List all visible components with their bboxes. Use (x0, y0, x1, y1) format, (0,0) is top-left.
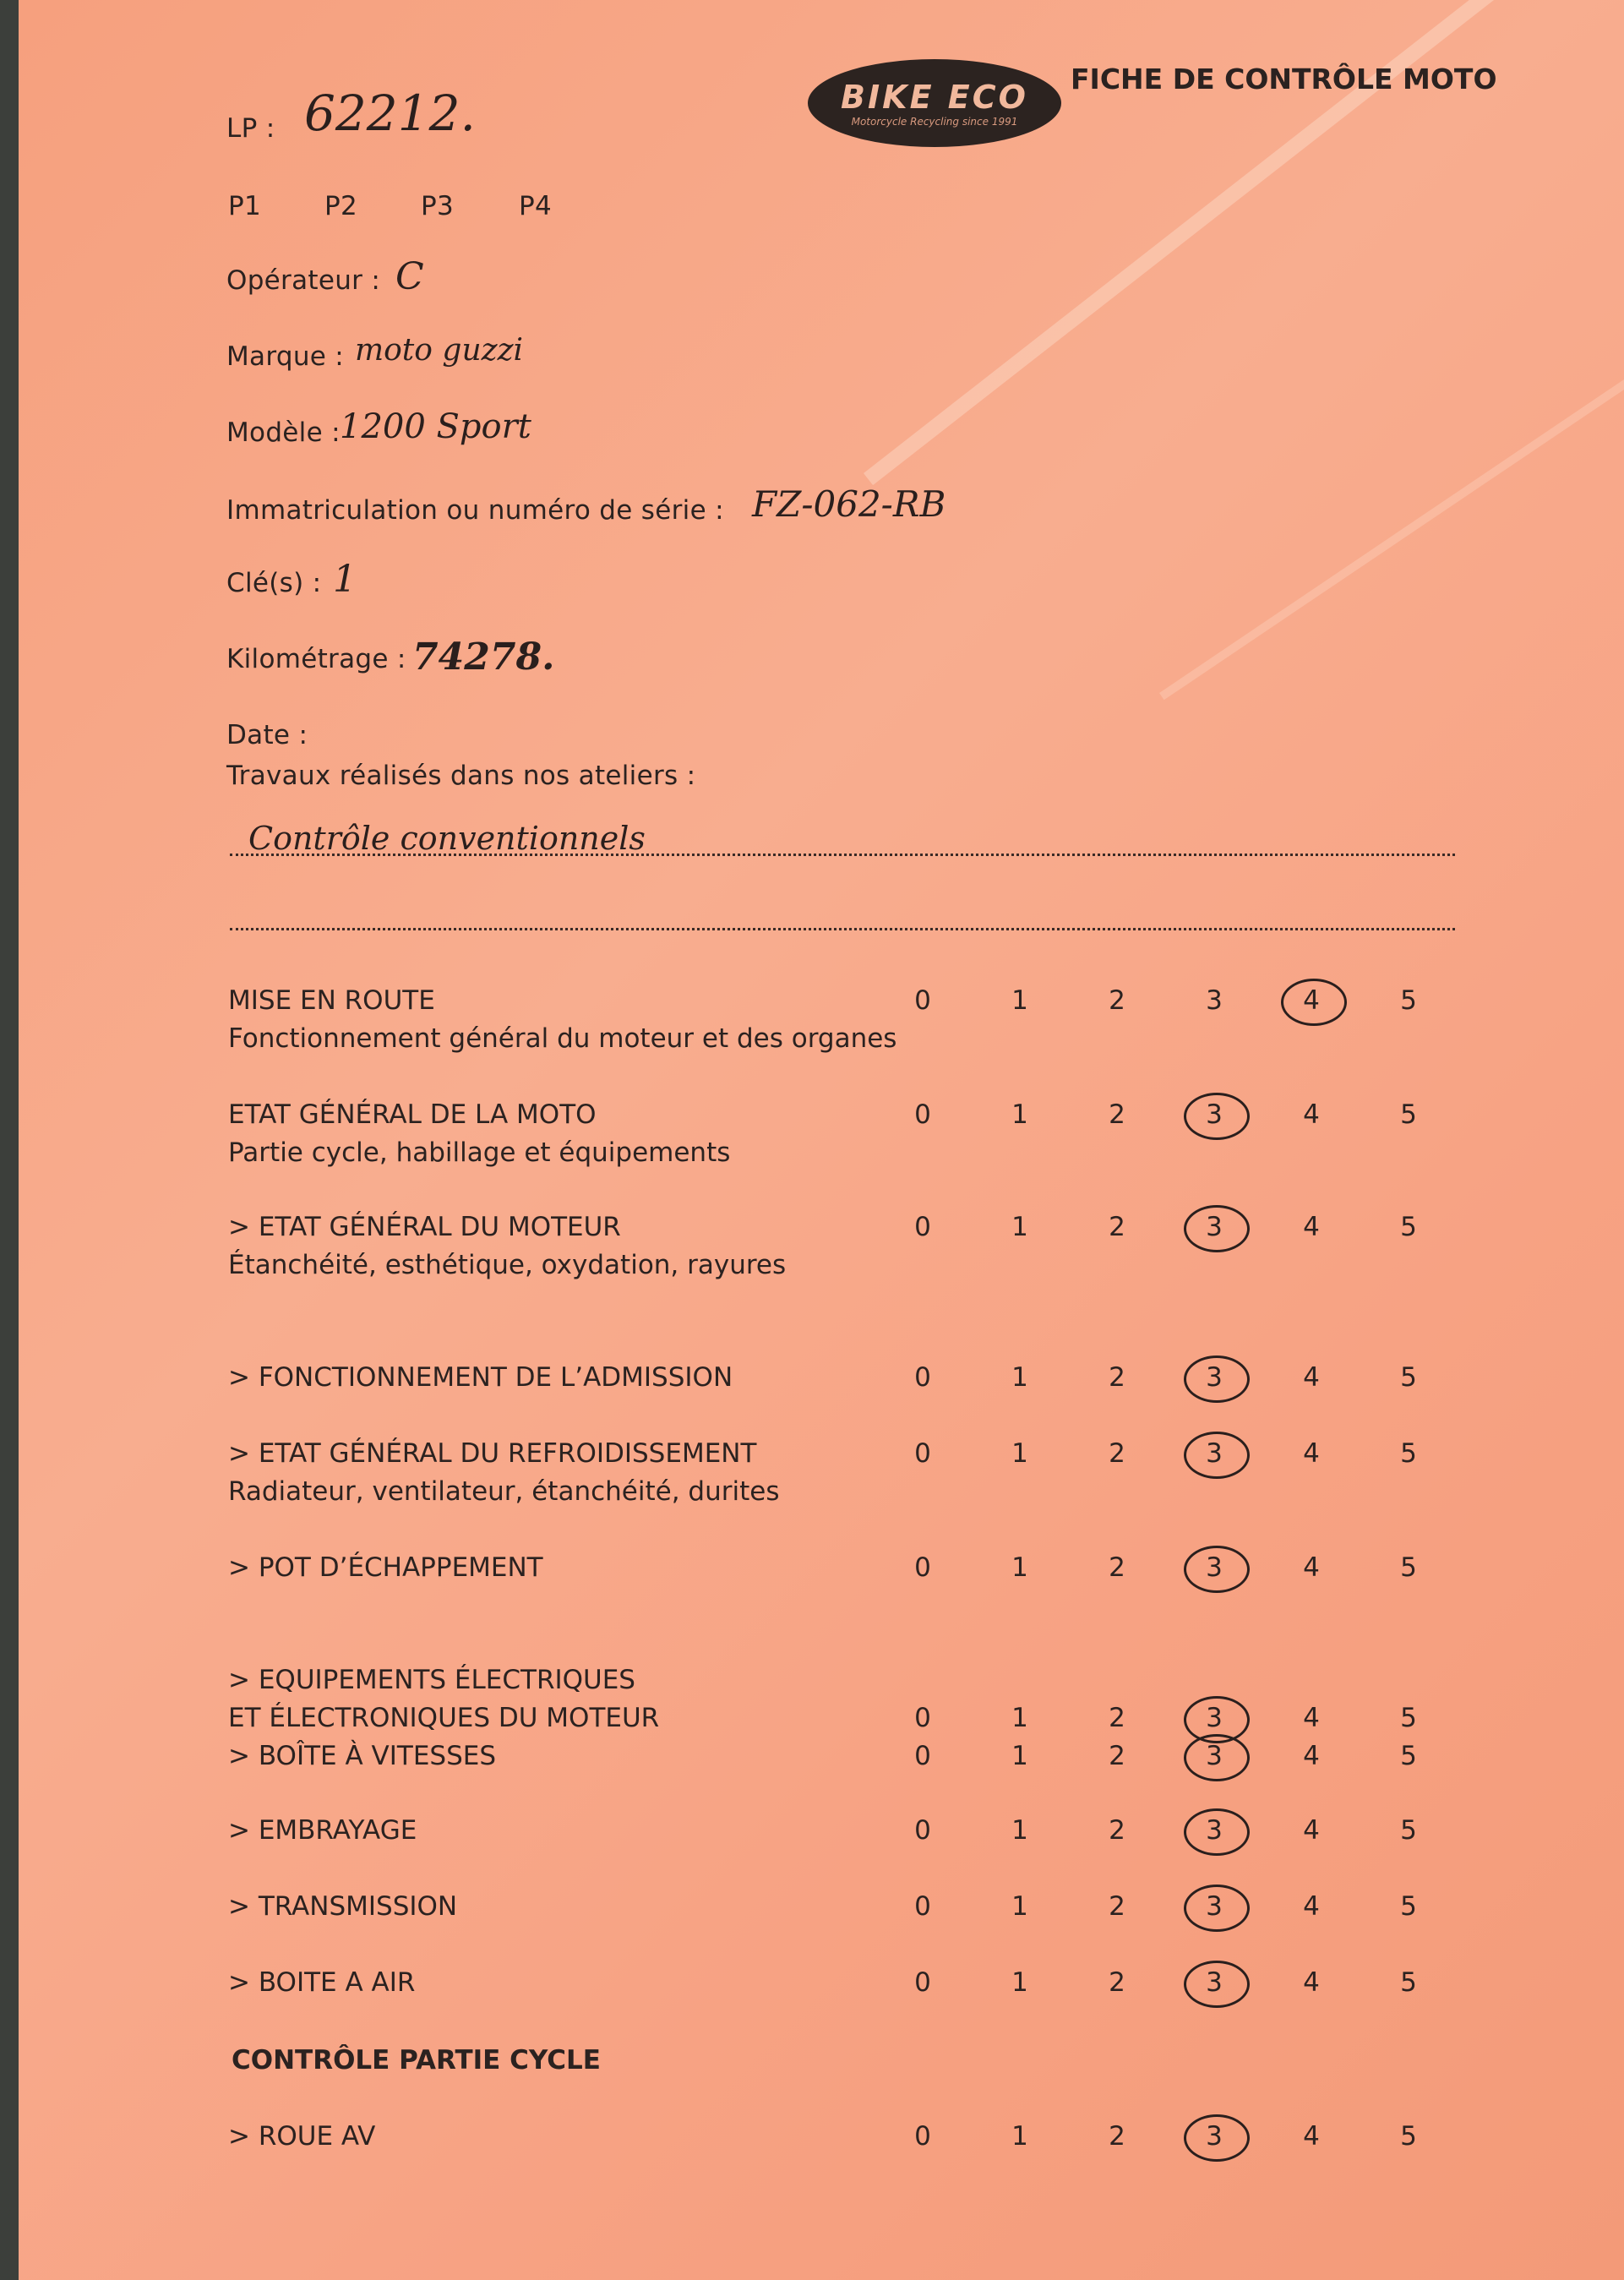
score-option-5[interactable]: 5 (1400, 2121, 1417, 2152)
selected-score-circle (1184, 1432, 1250, 1479)
position-p1: P1 (228, 191, 262, 221)
rating-row-title: > TRANSMISSION (228, 1891, 458, 1922)
score-option-3[interactable]: 3 (1206, 1212, 1223, 1242)
dotted-line (230, 928, 1455, 930)
travaux-value: Contrôle conventionnels (248, 820, 646, 857)
date-label: Date : (226, 720, 308, 750)
score-option-3[interactable]: 3 (1206, 1438, 1223, 1469)
position-p4: P4 (519, 191, 553, 221)
score-option-4[interactable]: 4 (1303, 1212, 1320, 1242)
score-option-3[interactable]: 3 (1206, 1552, 1223, 1583)
km-value: 74278. (412, 635, 555, 679)
score-option-5[interactable]: 5 (1400, 1362, 1417, 1393)
logo-tagline: Motorcycle Recycling since 1991 (851, 116, 1018, 128)
score-option-5[interactable]: 5 (1400, 1891, 1417, 1922)
score-option-4[interactable]: 4 (1303, 2121, 1320, 2152)
score-option-0[interactable]: 0 (914, 1815, 931, 1846)
score-option-1[interactable]: 1 (1011, 1552, 1028, 1583)
score-option-2[interactable]: 2 (1109, 1552, 1125, 1583)
rating-row-title: > FONCTIONNEMENT DE L’ADMISSION (228, 1362, 733, 1393)
lp-label: LP : (226, 113, 275, 144)
operateur-label: Opérateur : (226, 265, 381, 296)
marque-value: moto guzzi (355, 333, 524, 368)
score-option-4[interactable]: 4 (1303, 1362, 1320, 1393)
score-option-0[interactable]: 0 (914, 1703, 931, 1733)
score-option-0[interactable]: 0 (914, 1552, 931, 1583)
immat-value: FZ-062-RB (752, 483, 946, 525)
rating-row-title: > POT D’ÉCHAPPEMENT (228, 1552, 543, 1583)
score-option-2[interactable]: 2 (1109, 1099, 1125, 1130)
rating-row-title: > BOÎTE À VITESSES (228, 1741, 497, 1771)
travaux-label: Travaux réalisés dans nos ateliers : (226, 761, 696, 791)
score-option-1[interactable]: 1 (1011, 1815, 1028, 1846)
rating-row-title: > ETAT GÉNÉRAL DU REFROIDISSEMENT (228, 1438, 757, 1469)
score-option-1[interactable]: 1 (1011, 1438, 1028, 1469)
score-option-0[interactable]: 0 (914, 1099, 931, 1130)
score-option-0[interactable]: 0 (914, 1741, 931, 1771)
score-option-5[interactable]: 5 (1400, 1703, 1417, 1733)
score-option-5[interactable]: 5 (1400, 1552, 1417, 1583)
rating-row-title: MISE EN ROUTE (228, 985, 435, 1016)
score-option-1[interactable]: 1 (1011, 1741, 1028, 1771)
rating-row-subtitle: Étanchéité, esthétique, oxydation, rayures (228, 1250, 787, 1280)
score-option-1[interactable]: 1 (1011, 985, 1028, 1016)
score-option-1[interactable]: 1 (1011, 1362, 1028, 1393)
score-option-1[interactable]: 1 (1011, 1967, 1028, 1998)
score-option-0[interactable]: 0 (914, 985, 931, 1016)
score-option-5[interactable]: 5 (1400, 1741, 1417, 1771)
score-option-2[interactable]: 2 (1109, 1212, 1125, 1242)
score-option-4[interactable]: 4 (1303, 1552, 1320, 1583)
form-sheet (19, 0, 1624, 2280)
paper-crease (1159, 363, 1624, 701)
operateur-value: C (395, 255, 424, 298)
rating-row-title: > BOITE A AIR (228, 1967, 416, 1998)
logo-brand: BIKE ECO (841, 79, 1028, 116)
score-option-4[interactable]: 4 (1303, 1967, 1320, 1998)
score-option-2[interactable]: 2 (1109, 2121, 1125, 2152)
score-option-5[interactable]: 5 (1400, 985, 1417, 1016)
score-option-1[interactable]: 1 (1011, 1703, 1028, 1733)
rating-row-title: > EMBRAYAGE (228, 1815, 417, 1846)
score-option-4[interactable]: 4 (1303, 1741, 1320, 1771)
score-option-3[interactable]: 3 (1206, 1891, 1223, 1922)
selected-score-circle (1184, 1808, 1250, 1856)
selected-score-circle (1281, 979, 1347, 1026)
score-option-3[interactable]: 3 (1206, 1362, 1223, 1393)
score-option-1[interactable]: 1 (1011, 1099, 1028, 1130)
modele-label: Modèle : (226, 417, 341, 448)
rating-row-title: > EQUIPEMENTS ÉLECTRIQUES (228, 1665, 635, 1695)
score-option-0[interactable]: 0 (914, 1967, 931, 1998)
position-p3: P3 (421, 191, 455, 221)
score-option-3[interactable]: 3 (1206, 1099, 1223, 1130)
score-option-4[interactable]: 4 (1303, 985, 1320, 1016)
selected-score-circle (1184, 1093, 1250, 1140)
marque-label: Marque : (226, 341, 345, 372)
score-option-4[interactable]: 4 (1303, 1438, 1320, 1469)
cles-label: Clé(s) : (226, 568, 322, 598)
score-option-3[interactable]: 3 (1206, 1741, 1223, 1771)
score-option-3[interactable]: 3 (1206, 985, 1223, 1016)
rating-row-title: > ETAT GÉNÉRAL DU MOTEUR (228, 1212, 621, 1242)
score-option-2[interactable]: 2 (1109, 1891, 1125, 1922)
immat-label: Immatriculation ou numéro de série : (226, 495, 724, 526)
score-option-0[interactable]: 0 (914, 1362, 931, 1393)
selected-score-circle (1184, 1885, 1250, 1932)
score-option-0[interactable]: 0 (914, 1212, 931, 1242)
score-option-3[interactable]: 3 (1206, 1967, 1223, 1998)
score-option-1[interactable]: 1 (1011, 1212, 1028, 1242)
score-option-0[interactable]: 0 (914, 1891, 931, 1922)
rating-row-subtitle: Radiateur, ventilateur, étanchéité, durites (228, 1476, 780, 1507)
lp-value: 62212. (304, 85, 476, 142)
rating-row-subtitle: Partie cycle, habillage et équipements (228, 1137, 731, 1168)
score-option-4[interactable]: 4 (1303, 1703, 1320, 1733)
score-option-2[interactable]: 2 (1109, 1967, 1125, 1998)
score-option-4[interactable]: 4 (1303, 1099, 1320, 1130)
bike-eco-logo (808, 59, 1061, 147)
selected-score-circle (1184, 2114, 1250, 2162)
score-option-3[interactable]: 3 (1206, 2121, 1223, 2152)
score-option-5[interactable]: 5 (1400, 1967, 1417, 1998)
selected-score-circle (1184, 1734, 1250, 1781)
score-option-5[interactable]: 5 (1400, 1438, 1417, 1469)
rating-row-title: ETAT GÉNÉRAL DE LA MOTO (228, 1099, 597, 1130)
score-option-4[interactable]: 4 (1303, 1815, 1320, 1846)
position-p2: P2 (324, 191, 358, 221)
score-option-3[interactable]: 3 (1206, 1703, 1223, 1733)
rating-row-title: > ROUE AV (228, 2121, 376, 2152)
section-partie-cycle: CONTRÔLE PARTIE CYCLE (232, 2045, 601, 2075)
score-option-2[interactable]: 2 (1109, 985, 1125, 1016)
score-option-5[interactable]: 5 (1400, 1815, 1417, 1846)
score-option-2[interactable]: 2 (1109, 1438, 1125, 1469)
score-option-0[interactable]: 0 (914, 2121, 931, 2152)
score-option-2[interactable]: 2 (1109, 1703, 1125, 1733)
cles-value: 1 (333, 558, 357, 601)
score-option-0[interactable]: 0 (914, 1438, 931, 1469)
selected-score-circle (1184, 1961, 1250, 2008)
selected-score-circle (1184, 1205, 1250, 1252)
document-title: FICHE DE CONTRÔLE MOTO (1071, 63, 1497, 95)
score-option-3[interactable]: 3 (1206, 1815, 1223, 1846)
score-option-5[interactable]: 5 (1400, 1099, 1417, 1130)
rating-row-subtitle: Fonctionnement général du moteur et des organes (228, 1023, 897, 1054)
score-option-4[interactable]: 4 (1303, 1891, 1320, 1922)
score-option-2[interactable]: 2 (1109, 1815, 1125, 1846)
score-option-1[interactable]: 1 (1011, 2121, 1028, 2152)
score-option-1[interactable]: 1 (1011, 1891, 1028, 1922)
score-option-2[interactable]: 2 (1109, 1741, 1125, 1771)
score-option-2[interactable]: 2 (1109, 1362, 1125, 1393)
km-label: Kilométrage : (226, 644, 406, 674)
selected-score-circle (1184, 1546, 1250, 1593)
modele-value: 1200 Sport (340, 407, 531, 446)
rating-row-subtitle: ET ÉLECTRONIQUES DU MOTEUR (228, 1703, 660, 1733)
score-option-5[interactable]: 5 (1400, 1212, 1417, 1242)
selected-score-circle (1184, 1355, 1250, 1403)
